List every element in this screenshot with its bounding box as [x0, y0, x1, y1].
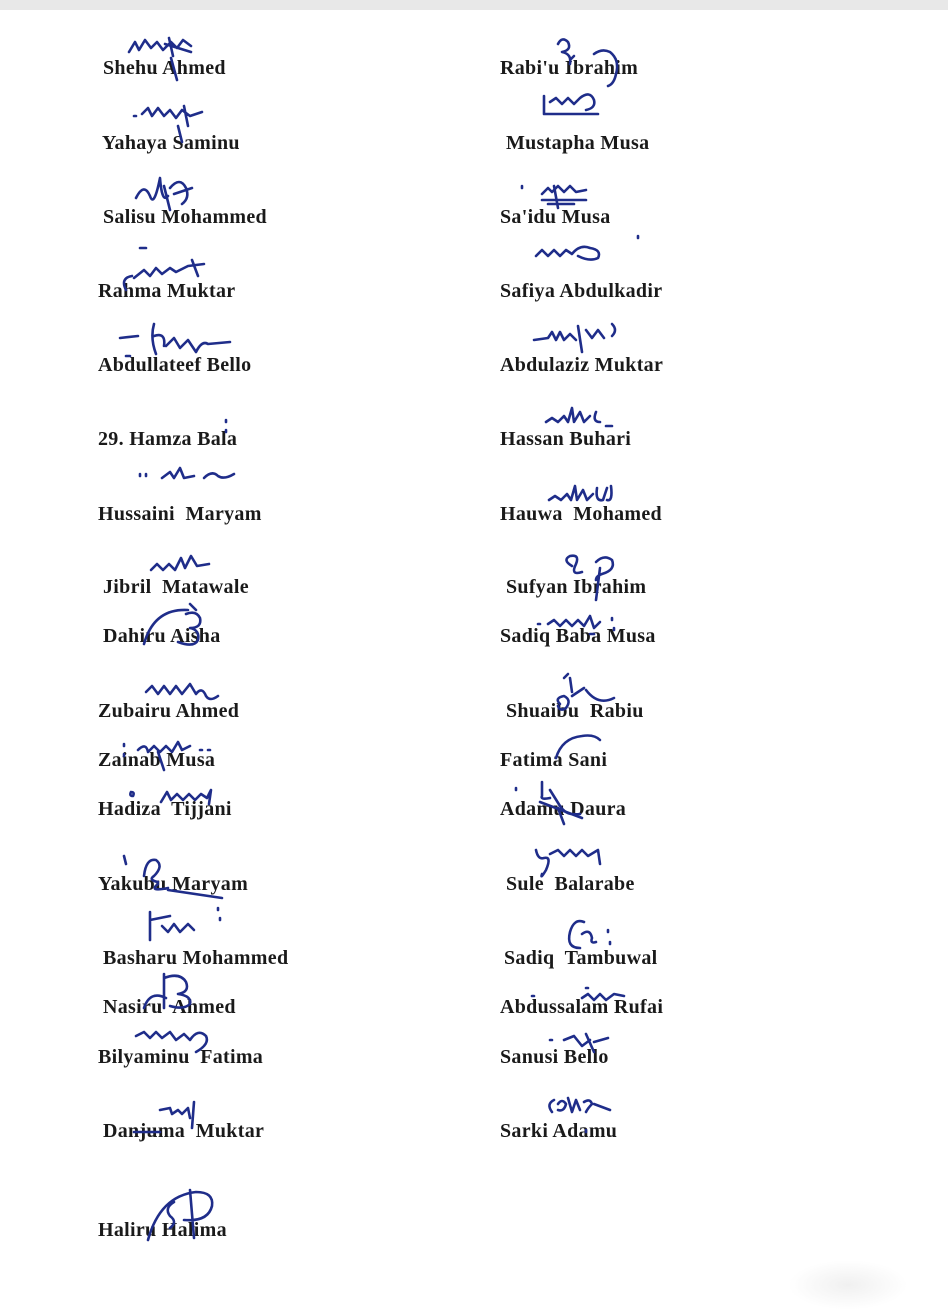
signature-mark: [130, 1022, 215, 1062]
name-left-10: Zubairu Ahmed: [98, 700, 240, 722]
signature-mark: [130, 168, 200, 223]
name-right-1: Rabi'u Ibrahim: [500, 57, 639, 79]
signature-mark: [145, 550, 215, 580]
signature-mark: [530, 318, 630, 363]
signature-mark: [112, 316, 237, 371]
signature-mark: [540, 1026, 620, 1061]
name-left-17: Danjuma Muktar: [103, 1120, 265, 1142]
signature-mark: [140, 600, 215, 655]
name-left-6: 29. Hamza Bala: [98, 428, 238, 450]
name-left-14: Basharu Mohammed: [103, 947, 289, 969]
signature-mark: [548, 728, 608, 768]
signature-sheet: [0, 10, 948, 1280]
name-right-5: Abdulaziz Muktar: [500, 354, 664, 376]
name-right-16: Sanusi Bello: [500, 1046, 609, 1068]
name-left-9: Dahiru Aisha: [103, 625, 221, 647]
name-left-16: Bilyaminu Fatima: [98, 1046, 264, 1068]
name-right-4: Safiya Abdulkadir: [500, 280, 663, 302]
signature-mark: [542, 1090, 617, 1130]
signature-mark: [548, 34, 628, 89]
name-left-3: Salisu Mohammed: [103, 206, 267, 228]
signature-mark: [118, 848, 228, 903]
name-right-6: Hassan Buhari: [500, 428, 632, 450]
name-left-18: Haliru Halima: [98, 1219, 227, 1241]
signature-mark: [510, 778, 595, 833]
signature-mark: [526, 978, 636, 1013]
signature-mark: [140, 674, 225, 714]
page-shadow: [788, 1260, 908, 1310]
signature-mark: [545, 478, 620, 518]
signature-mark: [118, 736, 233, 776]
signature-mark: [530, 610, 645, 650]
signature-mark: [130, 1098, 205, 1138]
signature-mark: [125, 784, 220, 814]
name-left-2: Yahaya Saminu: [102, 132, 240, 154]
signature-mark: [550, 668, 625, 723]
signature-mark: [142, 906, 242, 951]
signature-mark: [140, 1182, 225, 1247]
name-right-11: Fatima Sani: [500, 749, 608, 771]
top-bar: [0, 0, 948, 10]
name-right-14: Sadiq Tambuwal: [504, 947, 658, 969]
signature-mark: [528, 840, 608, 890]
name-left-13: Yakubu Maryam: [98, 873, 249, 895]
name-right-13: Sule Balarabe: [506, 873, 635, 895]
name-right-17: Sarki Adamu: [500, 1120, 618, 1142]
signature-mark: [125, 30, 210, 85]
name-right-7: Hauwa Mohamed: [500, 503, 662, 525]
signature-mark: [140, 968, 205, 1013]
name-right-8: Sufyan Ibrahim: [506, 576, 647, 598]
signature-mark: [560, 914, 620, 959]
signature-mark: [540, 402, 620, 437]
name-right-12: Adamu Daura: [500, 798, 627, 820]
signature-mark: [538, 86, 608, 126]
signature-mark: [514, 174, 609, 229]
signature-mark: [220, 414, 235, 444]
signature-mark: [130, 102, 215, 147]
name-left-5: Abdullateef Bello: [98, 354, 252, 376]
signature-mark: [556, 550, 631, 605]
name-left-12: Hadiza Tijjani: [98, 798, 232, 820]
name-right-3: Sa'idu Musa: [500, 206, 611, 228]
signature-mark: [530, 240, 610, 270]
signature-mark: [130, 462, 240, 492]
name-right-10: Shuaibu Rabiu: [506, 700, 644, 722]
name-right-2: Mustapha Musa: [506, 132, 650, 154]
name-right-9: Sadiq Baba Musa: [500, 625, 656, 647]
name-left-4: Rahma Muktar: [98, 280, 236, 302]
name-left-1: Shehu Ahmed: [103, 57, 226, 79]
signature-mark: [118, 242, 213, 297]
name-left-7: Hussaini Maryam: [98, 503, 262, 525]
name-left-15: Nasiru Ahmed: [103, 996, 236, 1018]
name-left-8: Jibril Matawale: [103, 576, 249, 598]
name-left-11: Zainab Musa: [98, 749, 216, 771]
name-right-15: Abdussalam Rufai: [500, 996, 664, 1018]
